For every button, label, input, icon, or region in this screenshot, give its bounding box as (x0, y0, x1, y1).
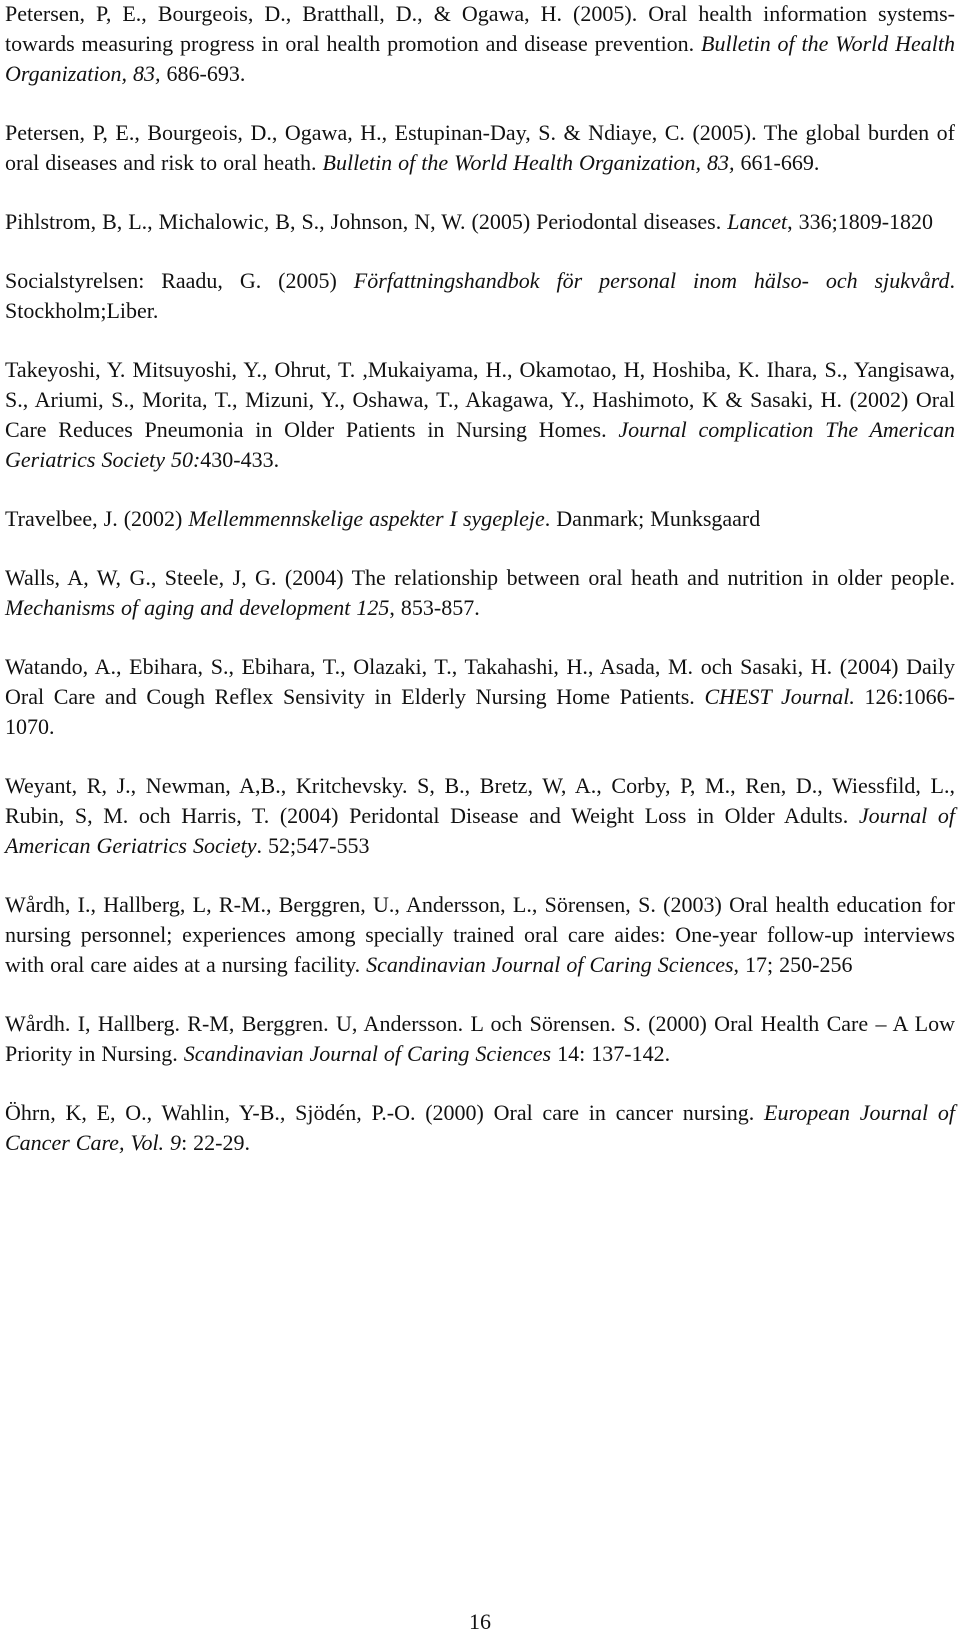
reference-entry (5, 652, 955, 742)
reference-text: 126:1066-1070. (5, 684, 955, 739)
reference-text: Travelbee, J. (2002) (5, 506, 189, 531)
reference-entry (5, 1009, 955, 1069)
reference-text: Petersen, P, E., Bourgeois, D., Ogawa, H., Estupinan-Day, S. & Ndiaye, C. (2005). The global burden of oral diseases and risk to oral heath. (5, 120, 955, 175)
reference-text: , 336;1809-1820 (787, 209, 934, 234)
reference-entry (5, 355, 955, 475)
reference-source-italic: Journal complication The American Geriatrics Society 50: (5, 417, 955, 472)
reference-source-italic: Scandinavian Journal of Caring Sciences (183, 1041, 552, 1066)
reference-text: Wårdh. I, Hallberg. R-M, Berggren. U, Andersson. L och Sörensen. S. (2000) Oral Health Care – A Low Priority in Nursing. (5, 1011, 955, 1066)
reference-text: Watando, A., Ebihara, S., Ebihara, T., Olazaki, T., Takahashi, H., Asada, M. och Sasaki, H. (2004) Daily Oral Care and Cough Reflex Sensivity in Elderly Nursing Home Patients. (5, 654, 955, 709)
reference-source-italic: CHEST Journal. (704, 684, 855, 709)
reference-text: Wårdh, I., Hallberg, L, R-M., Berggren, U., Andersson, L., Sörensen, S. (2003) Oral health education for nursing personnel; experiences among specially trained oral care aides: One-year follow-up interviews with oral care aides at a nursing facility. (5, 892, 955, 977)
reference-text: Petersen, P, E., Bourgeois, D., Bratthall, D., & Ogawa, H. (2005). Oral health information systems- towards measuring progress in oral health promotion and disease prevention. (5, 1, 955, 56)
reference-entry (5, 118, 955, 178)
reference-entry (5, 563, 955, 623)
reference-source-italic: Mechanisms of aging and development 125 (5, 595, 390, 620)
reference-source-italic: Scandinavian Journal of Caring Sciences (366, 952, 734, 977)
page-number: 16 (469, 1609, 491, 1634)
reference-source-italic: Bulletin of the World Health Organization, 83, (5, 31, 955, 86)
reference-text: , 853-857. (389, 595, 480, 620)
reference-text: . 52;547-553 (256, 833, 370, 858)
reference-source-italic: Författningshandbok för personal inom hälso- och sjukvård (353, 268, 950, 293)
reference-text: . Danmark; Munksgaard (544, 506, 761, 531)
reference-source-italic: Journal of American Geriatrics Society (5, 803, 955, 858)
reference-entry (5, 1098, 955, 1158)
reference-text: Öhrn, K, E, O., Wahlin, Y-B., Sjödén, P.-O. (2000) Oral care in cancer nursing. (5, 1100, 765, 1125)
reference-text: Weyant, R, J., Newman, A,B., Kritchevsky. S, B., Bretz, W, A., Corby, P, M., Ren, D., Wiessfild, L., Rubin, S, M. och Harris, T. (2004) Peridontal Disease and Weight Loss in Older Adults. (5, 773, 955, 828)
reference-entry (5, 0, 955, 89)
reference-text: 14: 137-142. (551, 1041, 671, 1066)
reference-list (5, 0, 955, 1187)
reference-source-italic: Bulletin of the World Health Organization, 83, (322, 150, 735, 175)
reference-text: , 17; 250-256 (733, 952, 853, 977)
reference-source-italic: Mellemmennskelige aspekter I sygepleje (188, 506, 545, 531)
reference-text: 430-433. (200, 447, 280, 472)
reference-entry (5, 771, 955, 861)
reference-entry (5, 207, 955, 237)
reference-text: Walls, A, W, G., Steele, J, G. (2004) The relationship between oral heath and nutrition in older people. (5, 565, 955, 590)
reference-text: . Stockholm;Liber. (5, 268, 955, 323)
reference-text: : 22-29. (181, 1130, 251, 1155)
reference-text: Socialstyrelsen: Raadu, G. (2005) (5, 268, 354, 293)
reference-text: Takeyoshi, Y. Mitsuyoshi, Y., Ohrut, T. ,Mukaiyama, H., Okamotao, H, Hoshiba, K. Ihara, S., Yangisawa, S., Ariumi, S., Morita, T., Mizuni, Y., Oshawa, T., Akagawa, Y., Hashimoto, K & Sasaki, H. (2002) Oral Care Reduces Pneumonia in Older Patients in Nursing Homes. (5, 357, 955, 442)
reference-entry (5, 890, 955, 980)
reference-entry (5, 504, 955, 534)
reference-text: 686-693. (160, 61, 246, 86)
reference-source-italic: Lancet (727, 209, 788, 234)
reference-source-italic: European Journal of Cancer Care, Vol. 9 (5, 1100, 955, 1155)
reference-entry (5, 266, 955, 326)
reference-text: Pihlstrom, B, L., Michalowic, B, S., Johnson, N, W. (2005) Periodontal diseases. (5, 209, 728, 234)
reference-text: 661-669. (734, 150, 820, 175)
